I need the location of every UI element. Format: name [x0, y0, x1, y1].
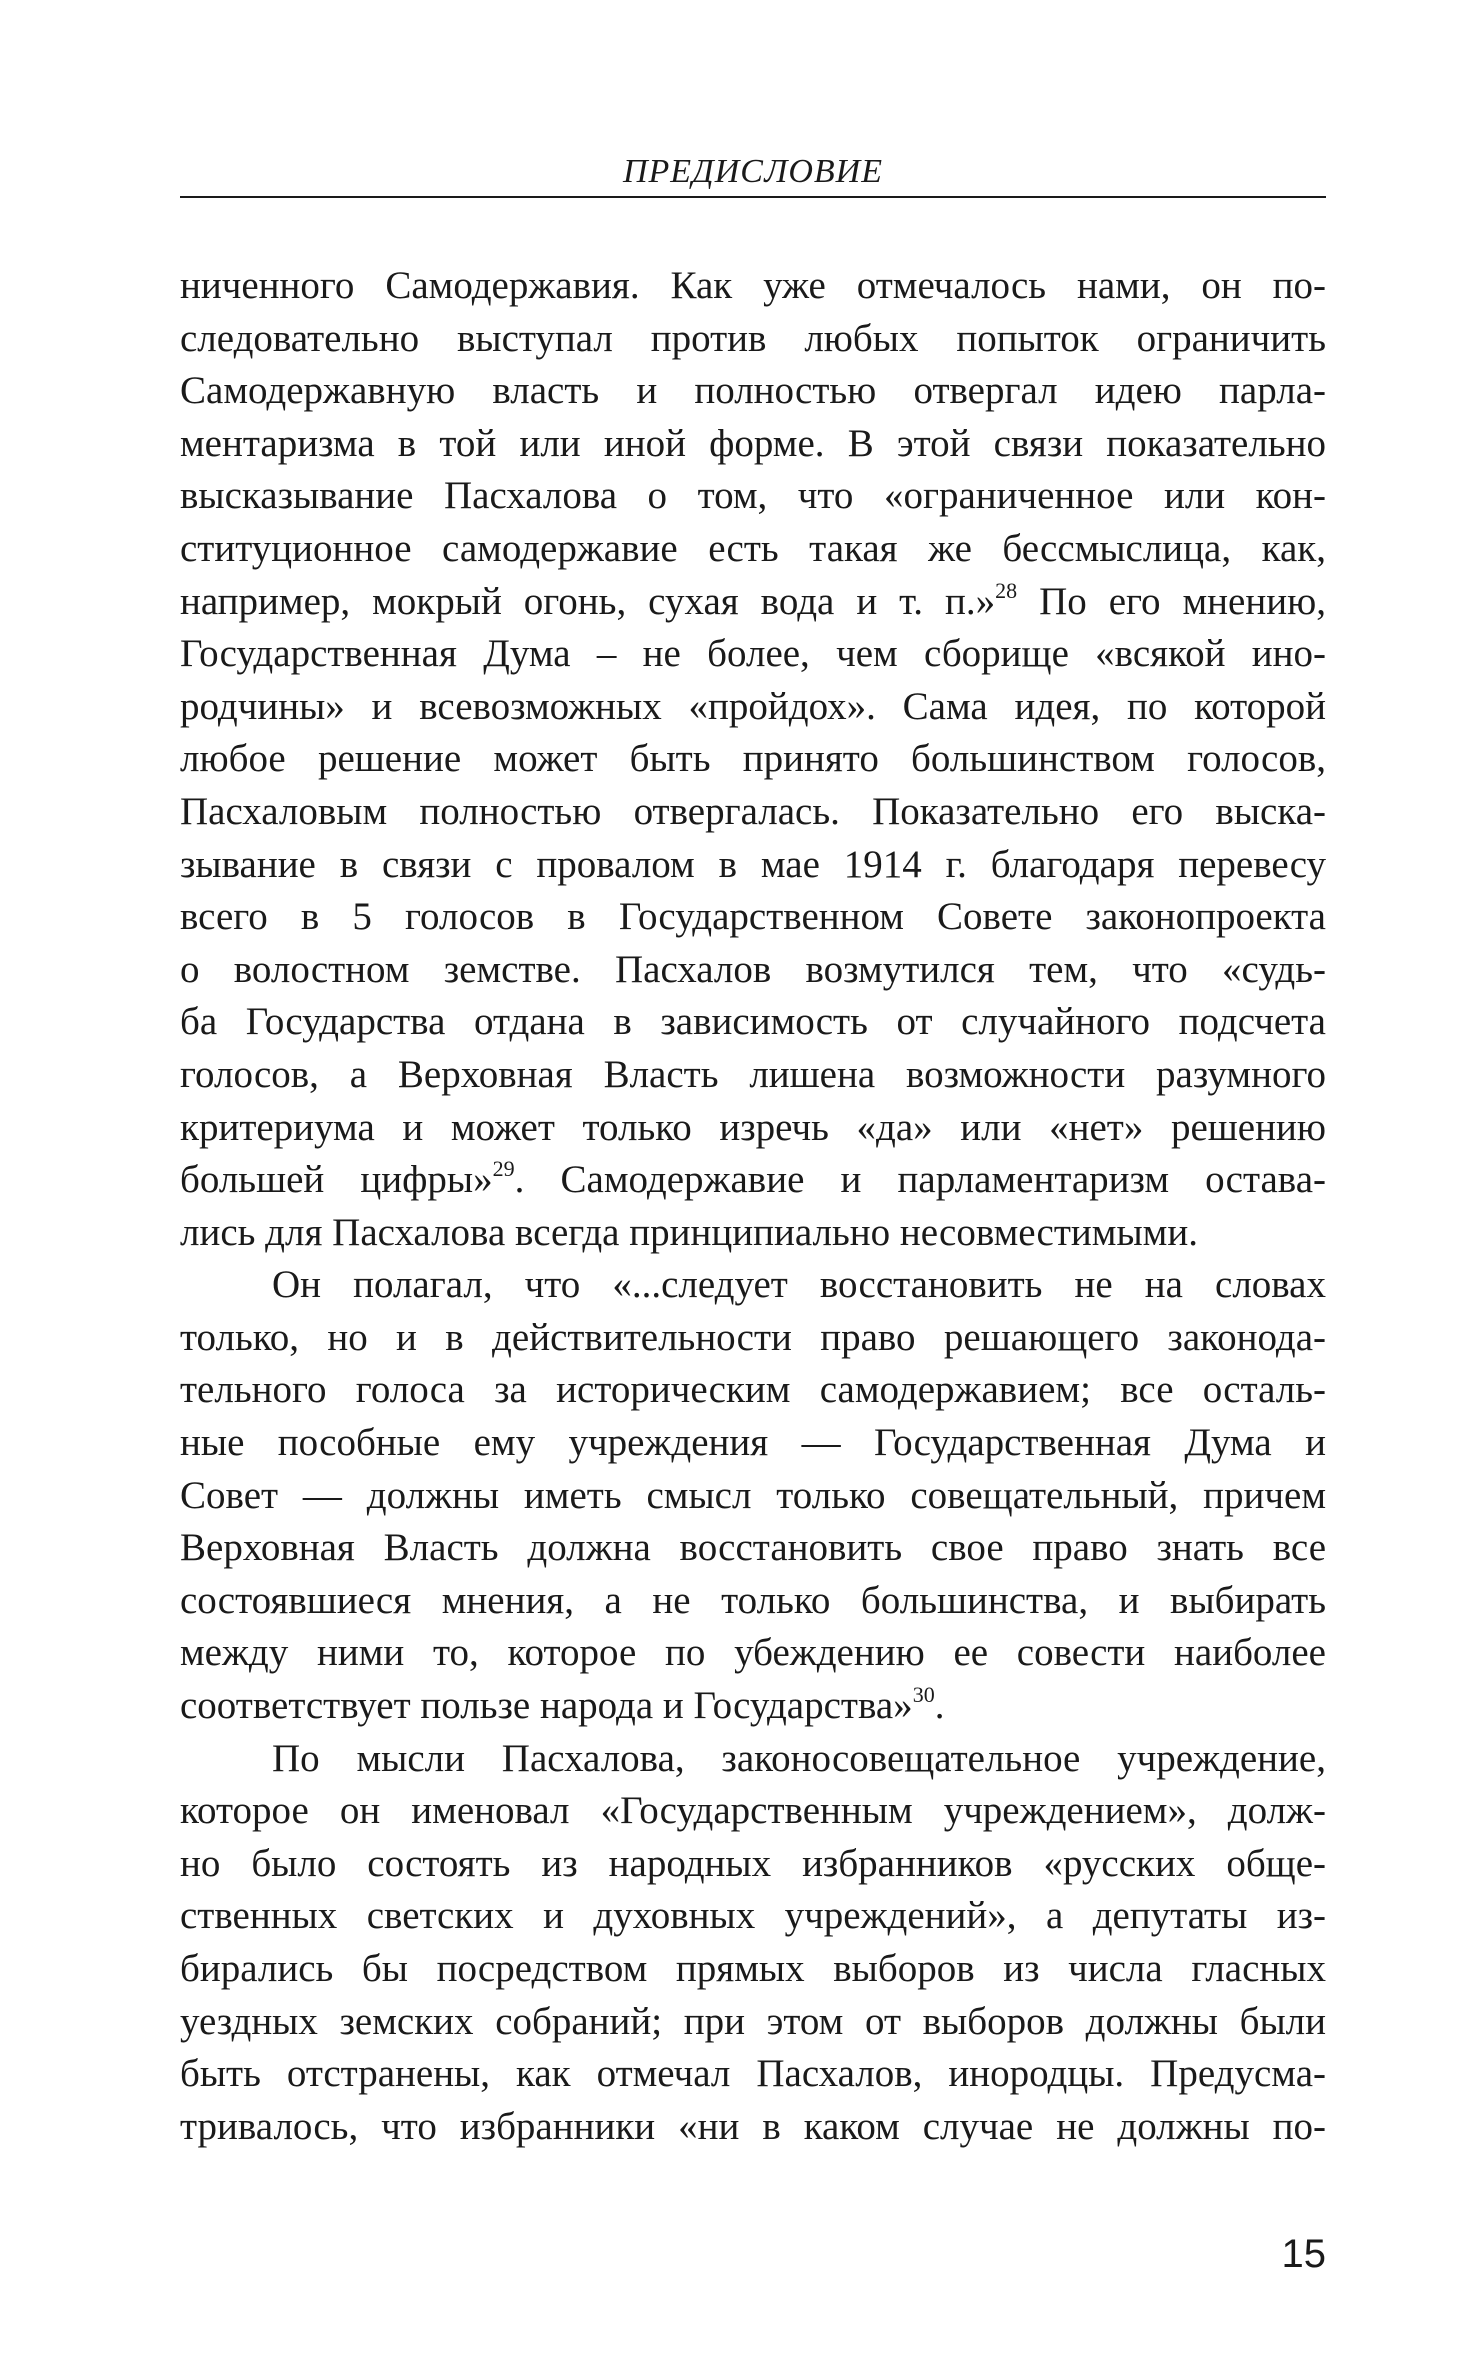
line-text: соответствует пользе народа и Государства»: [180, 1684, 913, 1728]
text-line: [180, 365, 1326, 418]
line-text: Он полагал, что «...следует восстановить не на словах: [272, 1263, 1326, 1307]
text-line: [180, 470, 1326, 523]
text-line: [180, 418, 1326, 471]
line-text: ные пособные ему учреждения — Государственная Дума и: [180, 1421, 1326, 1465]
line-text: высказывание Пасхалова о том, что «ограниченное или кон-: [180, 474, 1326, 518]
line-text: быть отстранены, как отмечал Пасхалов, инородцы. Предусма-: [180, 2052, 1326, 2096]
line-text: между ними то, которое по убеждению ее совести наиболее: [180, 1631, 1326, 1675]
text-line: [180, 681, 1326, 734]
line-text: ниченного Самодержавия. Как уже отмечалось нами, он по-: [180, 264, 1326, 307]
footnote-reference: 28: [995, 577, 1018, 603]
header-rule: [180, 196, 1326, 198]
footnote-reference: 29: [492, 1156, 515, 1182]
line-text: бирались бы посредством прямых выборов из числа гласных: [180, 1947, 1326, 1990]
text-line: [180, 1785, 1326, 1838]
text-line: [180, 1154, 1326, 1207]
text-line: [180, 1102, 1326, 1155]
page-number: 15: [1281, 2232, 1326, 2276]
text-line: [180, 1049, 1326, 1102]
line-text: всего в 5 голосов в Государственном Совете законопроекта: [180, 895, 1326, 939]
text-line: [180, 1312, 1326, 1365]
text-line: [180, 1680, 1326, 1733]
line-text: большей цифры»: [180, 1158, 493, 1202]
text-line: [180, 786, 1326, 839]
text-line: [180, 523, 1326, 576]
body-text: [180, 260, 1326, 2153]
line-text: следовательно выступал против любых попыток ограничить: [180, 316, 1326, 360]
line-text: зывание в связи с провалом в мае 1914 г. благодаря перевесу: [180, 842, 1326, 886]
text-line: [180, 1943, 1326, 1996]
text-line: [180, 1259, 1326, 1312]
line-text: Пасхаловым полностью отвергалась. Показательно его выска-: [180, 789, 1326, 833]
text-line: [180, 1996, 1326, 2049]
text-line: [180, 1575, 1326, 1628]
text-line: [180, 944, 1326, 997]
line-text: Верховная Власть должна восстановить свое право знать все: [180, 1526, 1326, 1570]
line-text: тельного голоса за историческим самодержавием; все осталь-: [180, 1368, 1326, 1412]
text-line: [180, 839, 1326, 892]
text-line: [180, 313, 1326, 366]
text-line: [180, 1470, 1326, 1523]
text-line: [180, 2048, 1326, 2101]
text-line: [180, 733, 1326, 786]
line-text: уездных земских собраний; при этом от выборов должны были: [180, 1999, 1326, 2043]
text-line: [180, 628, 1326, 681]
line-text: которое он именовал «Государственным учреждением», долж-: [180, 1789, 1326, 1833]
text-line: [180, 1207, 1326, 1260]
line-text: лись для Пасхалова всегда принципиально несовместимыми.: [180, 1210, 1198, 1254]
text-line: [180, 1838, 1326, 1891]
text-line: [180, 2101, 1326, 2154]
line-text: любое решение может быть принято большинством голосов,: [180, 737, 1326, 781]
line-text: ментаризма в той или иной форме. В этой связи показательно: [180, 421, 1326, 465]
line-text: Самодержавную власть и полностью отвергал идею парла-: [180, 369, 1326, 413]
line-text: родчины» и всевозможных «пройдох». Сама идея, по которой: [180, 684, 1326, 728]
text-line: [180, 1890, 1326, 1943]
line-text: голосов, а Верховная Власть лишена возможности разумного: [180, 1052, 1326, 1096]
line-text: состоявшиеся мнения, а не только большинства, и выбирать: [180, 1578, 1326, 1622]
text-line: [180, 1627, 1326, 1680]
text-line: [180, 260, 1326, 313]
text-line: [180, 1364, 1326, 1417]
line-text: о волостном земстве. Пасхалов возмутился тем, что «судь-: [180, 947, 1326, 991]
text-line: [180, 1733, 1326, 1786]
line-text: тривалось, что избранники «ни в каком случае не должны по-: [180, 2104, 1326, 2148]
line-text: например, мокрый огонь, сухая вода и т. п.»: [180, 579, 996, 623]
text-line: [180, 996, 1326, 1049]
line-text-continuation: . Самодержавие и парламентаризм остава-: [514, 1158, 1326, 1202]
line-text-continuation: .: [934, 1684, 945, 1728]
line-text: только, но и в действительности право решающего законода-: [180, 1315, 1326, 1359]
text-line: [180, 1522, 1326, 1575]
line-text: Государственная Дума – не более, чем сборище «всякой ино-: [180, 632, 1326, 676]
line-text: критериума и может только изречь «да» или «нет» решению: [180, 1105, 1326, 1149]
line-text-continuation: По его мнению,: [1017, 579, 1326, 623]
line-text: Совет — должны иметь смысл только совещательный, причем: [180, 1473, 1326, 1517]
line-text: ституционное самодержавие есть такая же бессмыслица, как,: [180, 526, 1326, 570]
line-text: ба Государства отдана в зависимость от случайного подсчета: [180, 1000, 1326, 1044]
line-text: ственных светских и духовных учреждений», а депутаты из-: [180, 1894, 1326, 1938]
text-line: [180, 1417, 1326, 1470]
running-head-title: ПРЕДИСЛОВИЕ: [622, 153, 884, 190]
line-text: По мысли Пасхалова, законосовещательное учреждение,: [272, 1736, 1326, 1780]
footnote-reference: 30: [912, 1682, 935, 1708]
text-line: [180, 891, 1326, 944]
line-text: но было состоять из народных избранников «русских обще-: [180, 1841, 1326, 1885]
text-line: [180, 576, 1326, 629]
